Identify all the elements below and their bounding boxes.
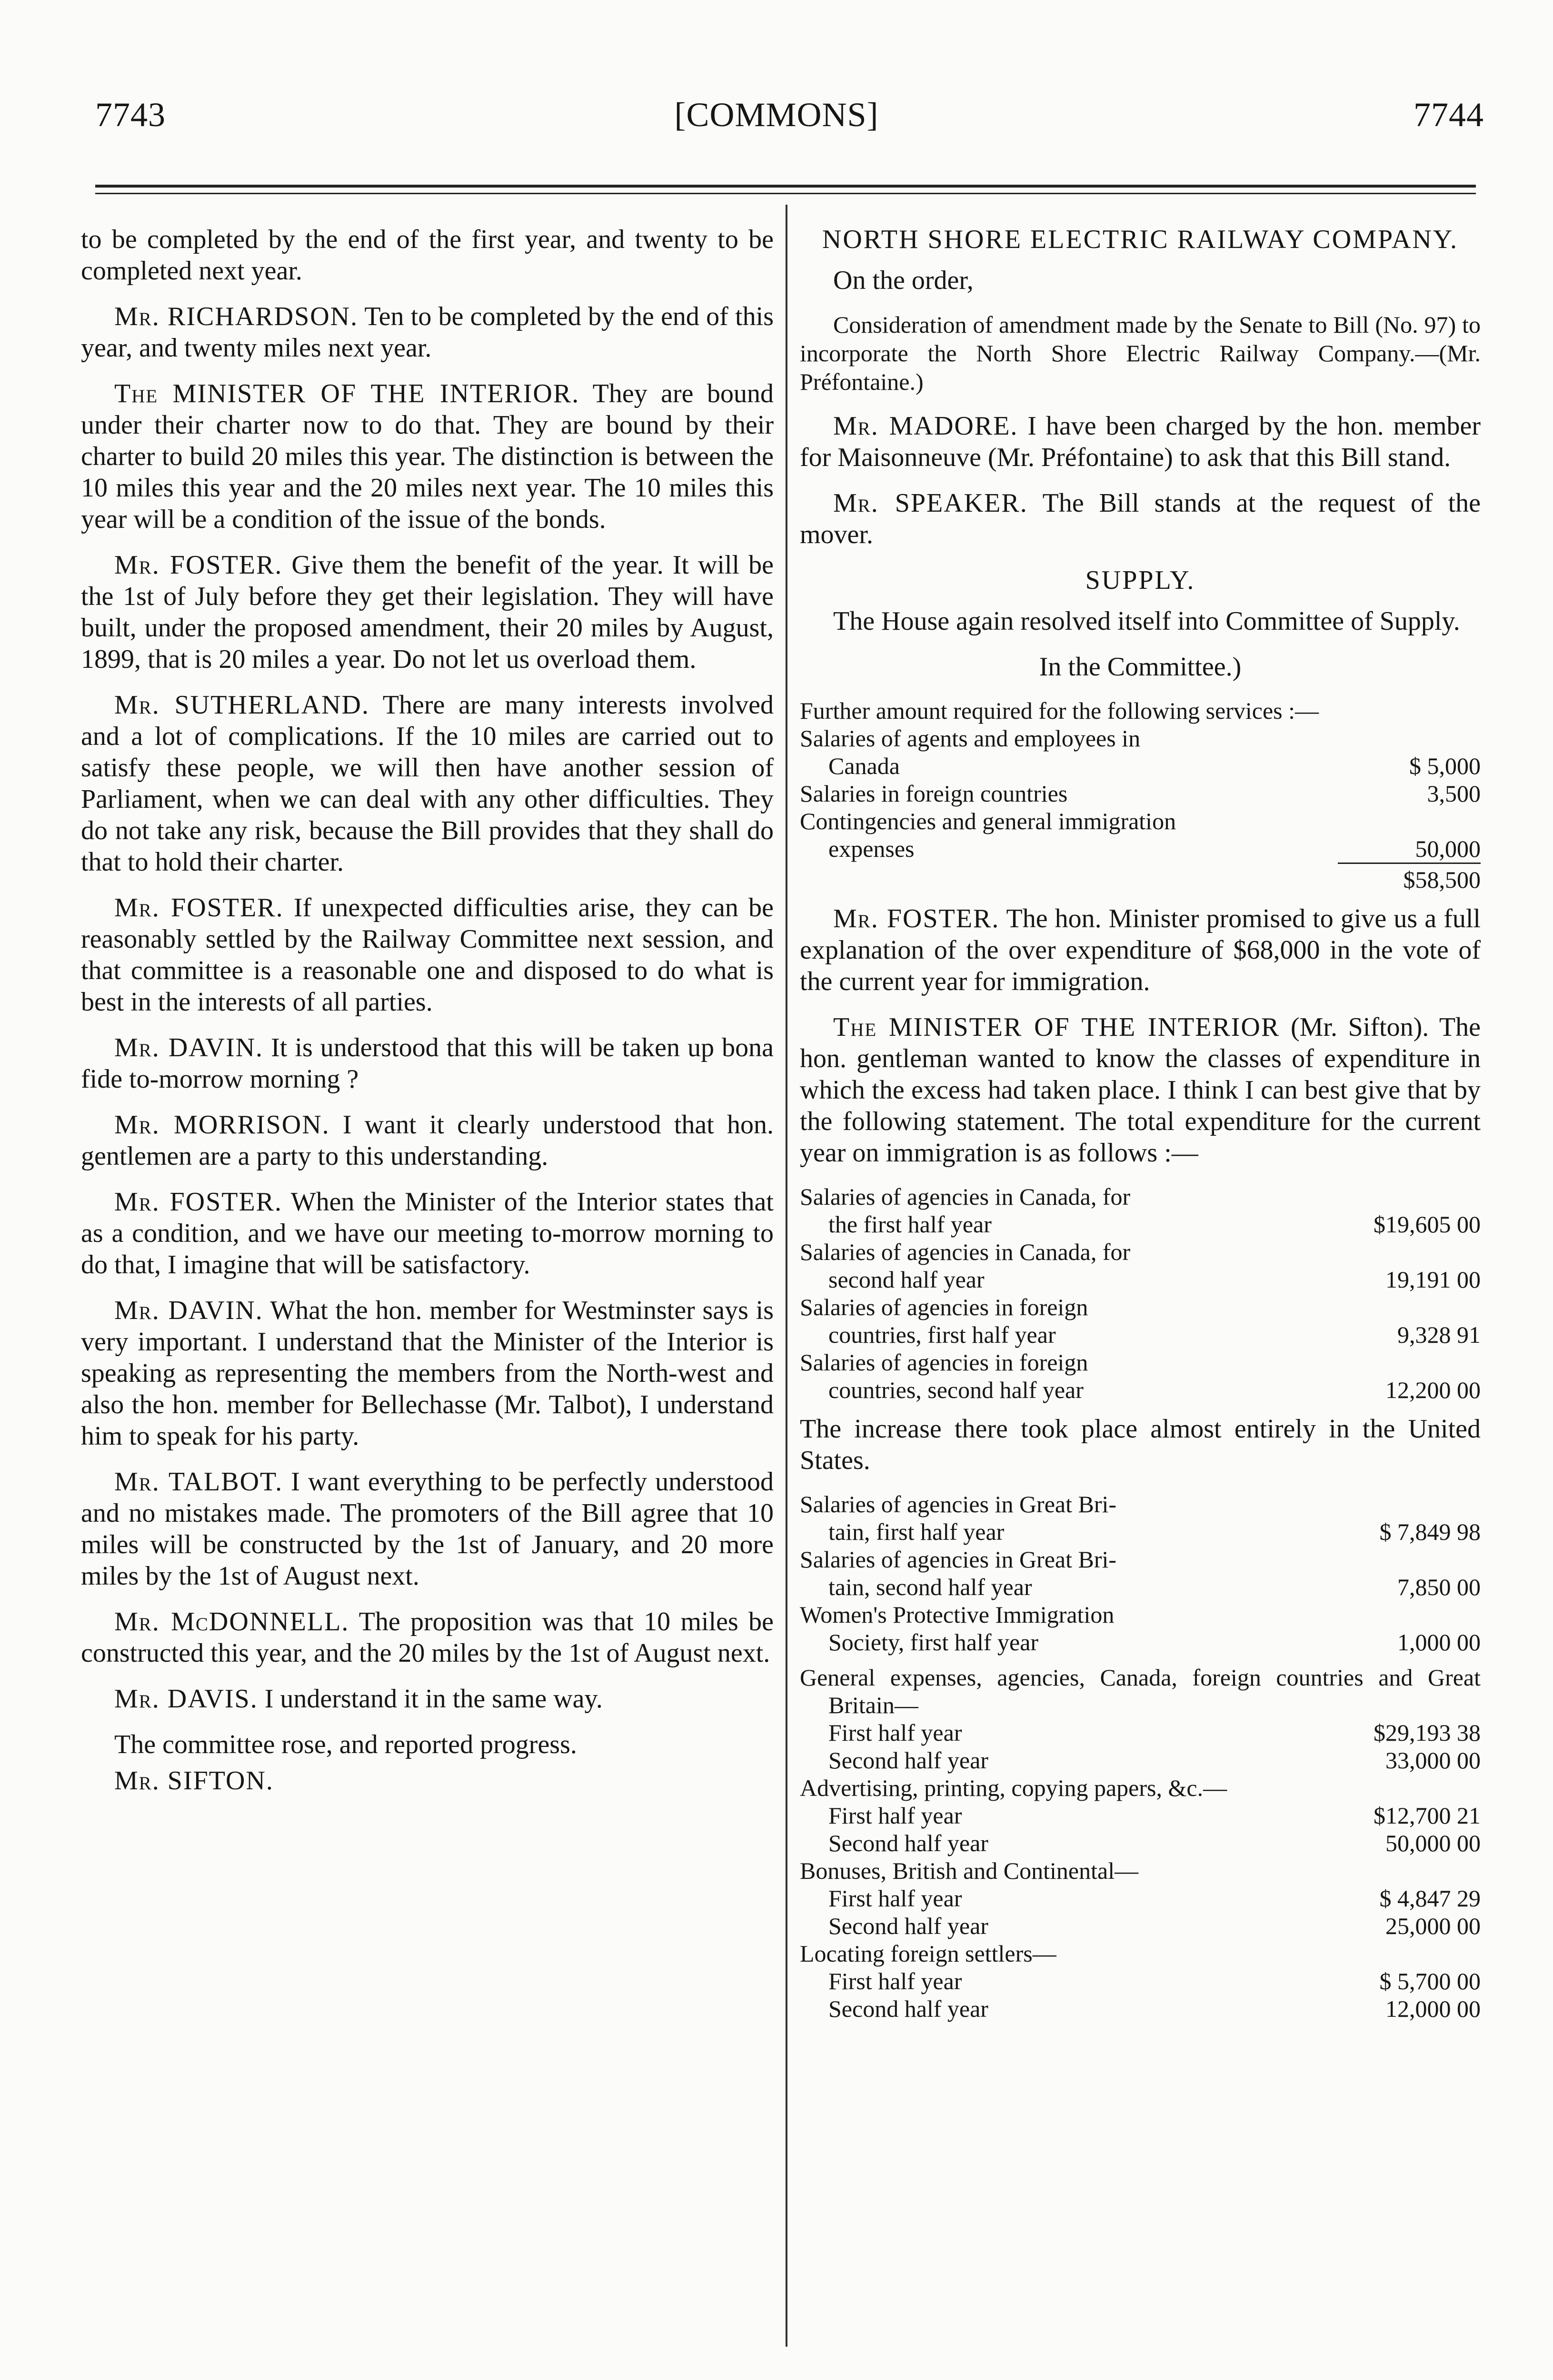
row-label: the first half year — [828, 1211, 992, 1238]
row-amount: $29,193 38 — [1374, 1719, 1481, 1746]
speech-foster-right — [800, 903, 1481, 997]
speech-text: The Bill stands at the request of the mover. — [800, 488, 1481, 549]
row-amount: 25,000 00 — [1385, 1913, 1481, 1939]
speech-text: (Mr. Sifton). The hon. gentleman wanted to know the classes of expenditure in which the excess had taken place. I think I can best give that by the following statement. The total expenditure for the current year on immigration is as follows :— — [800, 1012, 1481, 1168]
speech-text: Give them the benefit of the year. It will be the 1st of July before they get their legislation. They will have built, under the proposed amendment, their 20 miles by August, 1899, that is 20 miles a year. Do not let us overload them. — [81, 550, 774, 674]
row-amount: $ 7,849 98 — [1379, 1518, 1481, 1545]
table-row — [800, 1719, 1481, 1746]
speech-morrison — [81, 1109, 774, 1172]
expenditure-table-2 — [800, 1490, 1481, 2023]
speech-foster-3 — [81, 1186, 774, 1280]
speaker-name: Mr. MORRISON. — [114, 1110, 330, 1140]
header-rule-thin — [95, 193, 1476, 194]
row-amount: $ 4,847 29 — [1379, 1885, 1481, 1912]
group-heading: Bonuses, British and Continental— — [800, 1857, 1139, 1884]
table-total — [800, 863, 1481, 893]
table-row — [800, 1746, 1481, 1774]
speaker-name: Mr. MADORE. — [833, 411, 1018, 441]
speech-davin — [81, 1032, 774, 1095]
row-amount: $19,605 00 — [1374, 1211, 1481, 1238]
row-label: First half year — [828, 1968, 962, 1994]
speaker-name: Mr. FOSTER. — [833, 904, 1000, 933]
row-label: Salaries of agencies in Canada, for — [800, 1183, 1131, 1210]
table-row — [800, 1376, 1481, 1404]
row-amount: 50,000 — [1415, 835, 1481, 862]
group-heading: Advertising, printing, copying papers, &c.— — [800, 1775, 1227, 1801]
row-amount: 50,000 00 — [1385, 1830, 1481, 1856]
speech-madore — [800, 410, 1481, 473]
row-label: Second half year — [828, 1913, 988, 1939]
house-resolved: The House again resolved itself into Committee of Supply. — [833, 606, 1460, 636]
table-row — [800, 1490, 1481, 1518]
speech-text: There are many interests involved and a lot of complications. If the 10 miles are carried out to satisfy these people, we will then have another session of Parliament, when we can deal with any other difficulties. They do not take any risk, because the Bill provides that they shall do that to hold their charter. — [81, 690, 774, 877]
table-row — [800, 1183, 1481, 1210]
table-row — [800, 1266, 1481, 1293]
speech-richardson — [81, 301, 774, 364]
speech-text: When the Minister of the Interior states that as a condition, and we have our meeting to-morrow morning to do that, I imagine that will be satisfactory. — [81, 1187, 774, 1279]
row-label: Second half year — [828, 1747, 988, 1774]
sifton-name: Mr. SIFTON. — [114, 1766, 274, 1795]
section-heading-supply: SUPPLY. — [1085, 565, 1195, 595]
table-row — [800, 1321, 1481, 1349]
row-amount: $12,700 21 — [1374, 1802, 1481, 1829]
row-amount: 19,191 00 — [1385, 1266, 1481, 1293]
table-row — [800, 1293, 1481, 1321]
left-column — [81, 224, 774, 1811]
group-heading: General expenses, agencies, Canada, foreign countries and Great Britain— — [800, 1664, 1481, 1718]
speech-text: They are bound under their charter now to do that. They are bound by their charter to build 20 miles this year. The distinction is between the 10 miles this year and the 20 miles next year. The 10 miles this year will be a condition of the issue of the bonds. — [81, 379, 774, 534]
page-number-left: 7743 — [95, 96, 166, 134]
row-label: First half year — [828, 1802, 962, 1829]
right-column — [800, 224, 1481, 2032]
table-caption: Further amount required for the following services :— — [800, 697, 1319, 724]
supply-table — [800, 697, 1481, 893]
table-row — [800, 807, 1481, 835]
total-amount: $58,500 — [1338, 863, 1481, 893]
on-order: On the order, — [833, 266, 974, 295]
row-amount: $ 5,000 — [1409, 753, 1481, 779]
speaker-name: The MINISTER OF THE INTERIOR. — [114, 379, 580, 408]
expenditure-table — [800, 1183, 1481, 1404]
row-label: Second half year — [828, 1995, 988, 2022]
consideration-text: Consideration of amendment made by the Senate to Bill (No. 97) to incorporate the North Shore Electric Railway Company.—(Mr. Préfontaine.) — [800, 311, 1481, 395]
speaker-name: Mr. FOSTER. — [114, 893, 284, 922]
row-label: expenses — [828, 835, 915, 862]
table-row — [800, 780, 1481, 807]
speech-talbot — [81, 1466, 774, 1592]
speech-text: It is understood that this will be taken up bona fide to-morrow morning ? — [81, 1033, 774, 1094]
speech-speaker — [800, 487, 1481, 550]
speech-text: What the hon. member for Westminster says is very important. I understand that the Minister of the Interior is speaking as representing the members from the North-west and also the hon. member for Bellechasse (Mr. Talbot), I understand him to speak for his party. — [81, 1296, 774, 1451]
page-title: [COMMONS] — [674, 96, 879, 134]
table-row — [800, 724, 1481, 752]
table-row — [800, 1829, 1481, 1857]
row-label: Salaries of agencies in Great Bri- — [800, 1491, 1117, 1517]
table-row — [800, 1238, 1481, 1266]
speech-foster-2 — [81, 892, 774, 1018]
speech-text: The hon. Minister promised to give us a full explanation of the over expenditure of $68,000 in the vote of the current year for immigration. — [800, 904, 1481, 996]
table-row — [800, 1628, 1481, 1656]
speech-minister-right — [800, 1012, 1481, 1169]
speech-davin-2 — [81, 1295, 774, 1452]
row-label: Contingencies and general immigration — [800, 808, 1176, 834]
row-label: Canada — [828, 753, 900, 779]
row-amount: 33,000 00 — [1385, 1747, 1481, 1774]
row-amount: 9,328 91 — [1397, 1321, 1481, 1348]
in-committee: In the Committee.) — [1039, 652, 1242, 682]
speech-davis — [81, 1683, 774, 1715]
row-label: Salaries in foreign countries — [800, 780, 1068, 807]
group-heading: Locating foreign settlers— — [800, 1940, 1056, 1967]
row-label: Salaries of agents and employees in — [800, 725, 1141, 752]
table-row — [800, 1573, 1481, 1601]
row-label: First half year — [828, 1719, 962, 1746]
row-label: countries, first half year — [828, 1321, 1056, 1348]
row-label: tain, second half year — [828, 1574, 1032, 1600]
row-label: Salaries of agencies in foreign — [800, 1294, 1088, 1320]
speaker-name: Mr. RICHARDSON. — [114, 302, 358, 331]
speech-text: Ten to be completed by the end of this year, and twenty miles next year. — [81, 302, 774, 363]
row-amount: 3,500 — [1427, 780, 1481, 807]
speaker-name: Mr. SPEAKER. — [833, 488, 1028, 518]
table-row — [800, 1967, 1481, 1995]
row-amount: 12,200 00 — [1385, 1377, 1481, 1403]
speech-text: I want everything to be perfectly understood and no mistakes made. The promoters of the Bill agree that 10 miles will be constructed by the 1st of January, and 20 more miles by the 1st of August next. — [81, 1467, 774, 1591]
row-label: Salaries of agencies in Canada, for — [800, 1239, 1131, 1265]
committee-rose: The committee rose, and reported progress. — [114, 1730, 577, 1759]
speech-text: I want it clearly understood that hon. gentlemen are a party to this understanding. — [81, 1110, 774, 1171]
column-divider — [786, 205, 787, 2347]
speaker-name: Mr. TALBOT. — [114, 1467, 283, 1497]
table-row — [800, 835, 1481, 863]
row-label: Society, first half year — [828, 1629, 1039, 1656]
table-row — [800, 1995, 1481, 2023]
section-heading-north-shore: NORTH SHORE ELECTRIC RAILWAY COMPANY. — [822, 225, 1459, 254]
speaker-name: Mr. DAVIN. — [114, 1033, 264, 1062]
table-row — [800, 1349, 1481, 1376]
header-rule — [95, 185, 1476, 188]
speech-sutherland — [81, 689, 774, 878]
table-row — [800, 1884, 1481, 1912]
speaker-name: Mr. DAVIS. — [114, 1684, 258, 1714]
row-label: Women's Protective Immigration — [800, 1601, 1115, 1628]
speaker-name: Mr. FOSTER. — [114, 1187, 283, 1217]
row-amount: 7,850 00 — [1397, 1574, 1481, 1600]
speaker-name: Mr. DAVIN. — [114, 1296, 263, 1325]
page-number-right: 7744 — [1414, 96, 1484, 134]
table-row — [800, 1601, 1481, 1628]
row-amount: 1,000 00 — [1397, 1629, 1481, 1656]
table-row — [800, 1546, 1481, 1573]
speech-text: If unexpected difficulties arise, they can be reasonably settled by the Railway Committee next session, and that committee is a reasonable one and disposed to do what is best in the interests of all parties. — [81, 893, 774, 1017]
row-label: Salaries of agencies in Great Bri- — [800, 1546, 1117, 1573]
row-label: tain, first half year — [828, 1518, 1005, 1545]
speaker-name: Mr. FOSTER. — [114, 550, 283, 580]
row-label: Salaries of agencies in foreign — [800, 1349, 1088, 1376]
speaker-name: Mr. SUTHERLAND. — [114, 690, 369, 720]
speech-text: I have been charged by the hon. member for Maisonneuve (Mr. Préfontaine) to ask that this Bill stand. — [800, 411, 1481, 472]
row-label: second half year — [828, 1266, 985, 1293]
table-row — [800, 1912, 1481, 1940]
paragraph: to be completed by the end of the first year, and twenty to be completed next year. — [81, 225, 774, 286]
speech-text: The proposition was that 10 miles be constructed this year, and the 20 miles by the 1st of August next. — [81, 1607, 774, 1668]
speech-text: I understand it in the same way. — [264, 1684, 603, 1714]
table-row — [800, 1518, 1481, 1546]
table-row — [800, 1210, 1481, 1238]
speech-foster — [81, 549, 774, 675]
row-amount: 12,000 00 — [1385, 1995, 1481, 2022]
increase-text: The increase there took place almost entirely in the United States. — [800, 1414, 1481, 1475]
table-row — [800, 752, 1481, 780]
speaker-name: The MINISTER OF THE INTERIOR — [833, 1012, 1280, 1042]
table-row — [800, 1802, 1481, 1829]
row-amount: $ 5,700 00 — [1379, 1968, 1481, 1994]
speech-mcdonnell — [81, 1606, 774, 1669]
row-label: First half year — [828, 1885, 962, 1912]
row-label: Second half year — [828, 1830, 988, 1856]
speaker-name: Mr. McDONNELL. — [114, 1607, 349, 1636]
row-label: countries, second half year — [828, 1377, 1084, 1403]
speech-minister — [81, 378, 774, 535]
